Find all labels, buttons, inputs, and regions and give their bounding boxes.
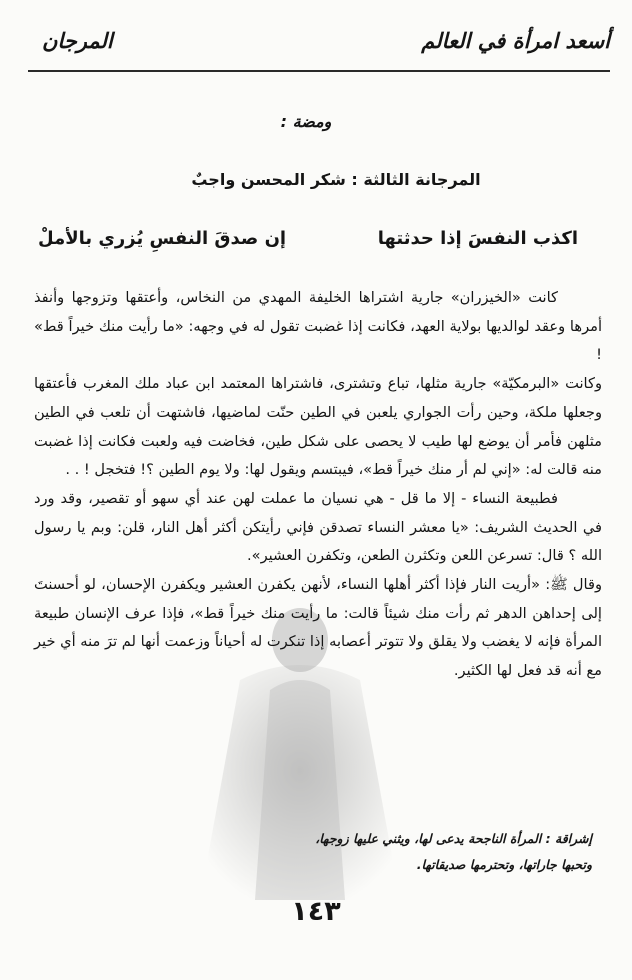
verse-second-hemistich: إن صدقَ النفسِ يُزري بالأملْ: [38, 228, 287, 249]
paragraph-hadith: وقال ﷺ: «أريت النار فإذا أكثر أهلها النساء، لأنهن يكفرن العشير ويكفرن الإحسان، لو أحسنتَ إلى إحداهن الدهر ثم رأت منك شيئاً قالت: ما رأيت منك خيراً قط»، فإذا عرف الإنسان طبيعة المرأة فإنه لا يغضب ولا يقلق ولا تتوتر أعصابه إذا تنكرت له أحياناً وزعمت أنها لم ترَ منه أي خير مع أنه قد فعل لها الكثير.: [34, 576, 602, 680]
body-text: [34, 284, 602, 686]
paragraph-nature-of-women: فطبيعة النساء - إلا ما قل - هي نسيان ما عملت لهن عند أي سهو أو تقصير، وقد ورد في الحديث الشريف: «يا معشر النساء تصدقن فإني رأيتكن أكثر أهل النار، قلن: وبم يا رسول الله ؟ قال: تسرعن اللعن وتكثرن الطعن، وتكفرن العشير».: [34, 489, 602, 565]
tip-label: إشراقة :: [545, 831, 592, 846]
tip-line-2: وتحبها جاراتها، وتحترمها صديقاتها.: [416, 857, 592, 872]
header-book-title: أسعد امرأة في العالم: [421, 28, 610, 53]
chapter-title: المرجانة الثالثة : شكر المحسن واجبٌ: [191, 170, 481, 189]
header-section-title: المرجان: [42, 28, 113, 53]
paragraph-khayzuran: كانت «الخيزران» جارية اشتراها الخليفة المهدي من النخاس، وأعتقها وتزوجها وأنفذ أمرها وعقد لوالديها بولاية العهد، فكانت إذا غضبت تقول له في وجهه: «ما رأيت منك خيراً قط» !: [34, 289, 602, 364]
page-number: ١٤٣: [291, 896, 341, 927]
ishraqa-tip: [42, 826, 592, 878]
flash-label: ومضة :: [280, 112, 332, 131]
header-divider: [28, 70, 610, 72]
paragraph-barmakiyya: وكانت «البرمكيّة» جارية مثلها، تباع وتشترى، فاشتراها المعتمد ابن عباد ملك المغرب فأعتقها وجعلها ملكة، وحين رأت الجواري يلعبن في الطين حنّت لماضيها، فاشتهت أن تلعب في الطين مثلهن فأمر أن يوضع لها طيب لا يحصى على شكل طين، فخاضت فيه ولعبت فكانت إذا غضبت منه قالت له: «إني لم أر منك خيراً قط»، فيبتسم ويقول لها: ولا يوم الطين ؟! فتخجل ! . .: [34, 375, 602, 479]
verse-first-hemistich: اكذب النفسَ إذا حدثتها: [377, 228, 578, 249]
tip-line-1: المرأة الناجحة يدعى لها، ويثني عليها زوجها،: [315, 831, 542, 846]
